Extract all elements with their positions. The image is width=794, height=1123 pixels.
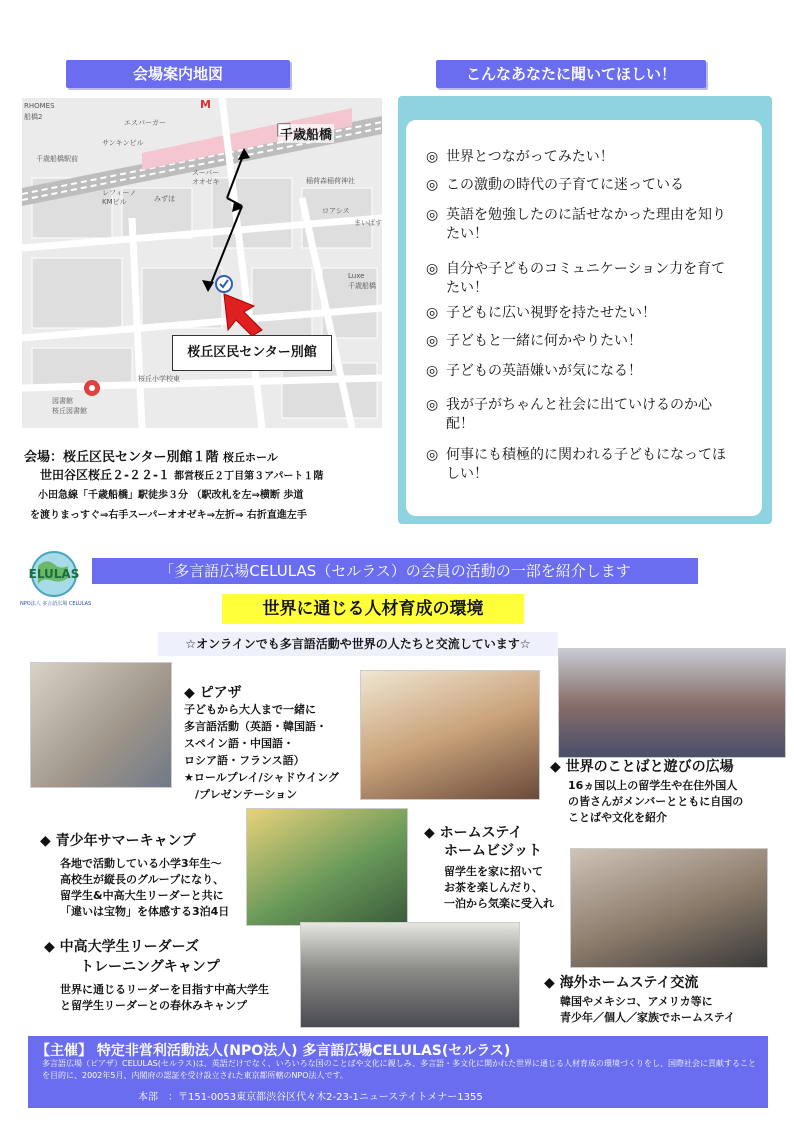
map-label: 図書館 xyxy=(52,397,73,405)
map-label: RHOMES xyxy=(24,102,55,110)
organizer-line: 【主催】 特定非営利活動法人(NPO法人) 多言語広場CELULAS(セルラス) xyxy=(36,1043,511,1059)
overseas-line: 韓国やメキシコ、アメリカ等に xyxy=(560,995,713,1008)
map-label: スーパー xyxy=(192,169,220,177)
venue-directions-1: 小田急線「千歳船橋」駅徒歩３分 （駅改札を左⇒横断 歩道 xyxy=(38,490,304,501)
map-label: 千歳船橋駅前 xyxy=(36,155,78,163)
organizer-description: 多言語広場（ピアザ）CELULAS(セルラス)は、英語だけでなく、いろいろな国のことばや文化に親しみ、多言語・多文化に開かれた世界に通じる人材育成の環境づくりをし、国際社会に貢献することを目的に、2002年5月、内閣府の認証を受け設立された東京都所轄のNPO法人です。 xyxy=(42,1059,757,1080)
summer-camp-heading: ◆ 青少年サマーキャンプ xyxy=(40,833,196,849)
leaders-line: 世界に通じるリーダーを目指す中高大学生 xyxy=(60,983,269,996)
audience-item xyxy=(426,260,736,298)
audience-item xyxy=(426,206,736,244)
map-label: サンキンビル xyxy=(102,139,144,147)
venue-name: 会場：桜丘区民センター別館１階 xyxy=(24,450,219,465)
intro-banner: 「多言語広場CELULAS（セルラス）の会員の活動の一部を紹介します xyxy=(92,558,698,584)
overseas-heading: ◆ 海外ホームステイ交流 xyxy=(544,975,699,991)
map-label: 桜丘小学校東 xyxy=(138,375,180,383)
summer-line: 「違いは宝物」を体感する3泊4日 xyxy=(60,905,230,918)
venue-directions-2: を渡りまっすぐ⇒右手スーパーオオゼキ⇒左折⇒ 右折直進左手 xyxy=(30,510,307,521)
organizer-footer xyxy=(28,1036,768,1108)
bullet-icon: ◎ xyxy=(426,363,439,379)
words-line: 16ヵ国以上の留学生や在住外国人 xyxy=(568,779,738,792)
celulas-logo xyxy=(20,548,90,612)
audience-item-text: 自分や子どものコミュニケーション力を育てたい！ xyxy=(446,261,726,296)
bullet-icon: ◎ xyxy=(426,261,439,277)
venue-map xyxy=(22,98,382,428)
venue-address: 世田谷区桜丘２-２２-１ xyxy=(40,468,170,482)
section-title: 世界に通じる人材育成の環境 xyxy=(222,594,524,624)
bullet-icon: ◎ xyxy=(426,333,439,349)
station-label: 千歳船橋 xyxy=(278,124,334,143)
venue-callout: 桜丘区民センター別館 xyxy=(172,335,332,371)
map-label: 桜丘図書館 xyxy=(52,407,87,415)
bullet-icon: ◎ xyxy=(426,207,439,223)
piazza-line: 子どもから大人まで一緒に xyxy=(184,703,316,716)
piazza-line: 多言語活動（英語・韓国語・ xyxy=(184,720,327,733)
venue-line-1 xyxy=(24,446,278,465)
piazza-line: ロシア語・フランス語） xyxy=(184,754,305,767)
audience-item xyxy=(426,446,736,484)
audience-item-text: 子どもと一緒に何かやりたい！ xyxy=(446,333,642,349)
homestay-heading-2: ホームビジット xyxy=(444,843,542,859)
overseas-line: 青少年／個人／家族でホームステイ xyxy=(560,1011,736,1024)
words-heading: ◆ 世界のことばと遊びの広場 xyxy=(550,759,734,775)
audience-item-text: 我が子がちゃんと社会に出ていけるのか心配！ xyxy=(446,397,712,432)
leaders-heading-2: トレーニングキャンプ xyxy=(80,959,220,975)
audience-item xyxy=(426,332,736,351)
svg-text:M: M xyxy=(200,98,211,111)
words-photo xyxy=(360,670,540,800)
map-label: オオゼキ xyxy=(192,178,220,186)
audience-item xyxy=(426,396,736,434)
online-note: ☆オンラインでも多言語活動や世界の人たちと交流しています☆ xyxy=(158,632,558,656)
map-label: みずほ xyxy=(154,195,175,203)
leaders-line: と留学生リーダーとの春休みキャンプ xyxy=(60,999,247,1012)
piazza-heading: ◆ ピアザ xyxy=(184,685,242,701)
bullet-icon: ◎ xyxy=(426,397,439,413)
audience-item-text: 子どもに広い視野を持たせたい！ xyxy=(446,305,656,321)
audience-item-text: 世界とつながってみたい！ xyxy=(446,149,614,165)
audience-item xyxy=(426,362,736,381)
audience-item xyxy=(426,148,736,167)
summer-line: 留学生&中高大生リーダーと共に xyxy=(60,889,224,902)
map-label: まいばす xyxy=(354,219,382,227)
map-label: Luxe xyxy=(348,272,365,280)
audience-item xyxy=(426,176,736,195)
homestay-line: 一泊から気楽に受入れ xyxy=(444,897,554,910)
logo-caption: NPO法人 多言語広場 CELULAS xyxy=(20,601,92,607)
bullet-icon: ◎ xyxy=(426,447,439,463)
organizer-address: 本部 ：〒151-0053東京都渋谷区代々木2-23-1ニューステイトメナー1355 xyxy=(138,1092,483,1103)
map-label: ロアシス xyxy=(322,207,350,215)
piazza-line: /プレゼンテーション xyxy=(184,788,298,801)
map-label: 船橋2 xyxy=(24,113,43,121)
bullet-icon: ◎ xyxy=(426,149,439,165)
map-label: KMビル xyxy=(102,198,127,206)
logo-text: ELULAS xyxy=(28,567,80,581)
map-section-title: 会場案内地図 xyxy=(66,60,290,88)
venue-building: 都営桜丘２丁目第３アパート１階 xyxy=(174,471,324,482)
audience-item-text: 何事にも積極的に関われる子どもになってほしい！ xyxy=(446,447,726,482)
audience-section-title: こんなあなたに聞いてほしい！ xyxy=(436,60,706,88)
homestay-line: お茶を楽しんだり、 xyxy=(444,881,543,894)
audience-item xyxy=(426,304,736,323)
piazza-line: ★ロールプレイ/シャドウイング xyxy=(184,771,339,784)
audience-item-text: 英語を勉強したのに話せなかった理由を知りたい！ xyxy=(446,207,726,242)
world-playground-photo xyxy=(558,648,786,758)
map-label: 千歳船橋 xyxy=(348,282,376,290)
leaders-camp-photo xyxy=(300,922,520,1028)
summer-line: 各地で活動している小学3年生〜 xyxy=(60,857,222,870)
summer-line: 高校生が縦長のグループになり、 xyxy=(60,873,225,886)
words-line: の皆さんがメンバーとともに自国の xyxy=(568,795,744,808)
map-label: レフィーノ xyxy=(102,189,137,197)
homestay-photo xyxy=(570,848,768,968)
leaders-heading-1: ◆ 中高大学生リーダーズ xyxy=(44,939,199,955)
homestay-line: 留学生を家に招いて xyxy=(444,865,543,878)
venue-hall: 桜丘ホール xyxy=(223,451,278,464)
map-label: エスパーガー xyxy=(124,119,166,127)
venue-line-2 xyxy=(40,466,323,483)
piazza-photo xyxy=(30,662,172,788)
words-line: ことばや文化を紹介 xyxy=(568,811,667,824)
audience-item-text: 子どもの英語嫌いが気になる！ xyxy=(446,363,642,379)
piazza-line: スペイン語・中国語・ xyxy=(184,737,294,750)
summer-camp-photo xyxy=(246,808,408,926)
homestay-heading-1: ◆ ホームステイ xyxy=(424,825,523,841)
bullet-icon: ◎ xyxy=(426,305,439,321)
audience-item-text: この激動の時代の子育てに迷っている xyxy=(446,177,684,193)
map-label: 稲荷森稲荷神社 xyxy=(306,177,355,185)
bullet-icon: ◎ xyxy=(426,177,439,193)
map-graphic xyxy=(22,98,382,428)
